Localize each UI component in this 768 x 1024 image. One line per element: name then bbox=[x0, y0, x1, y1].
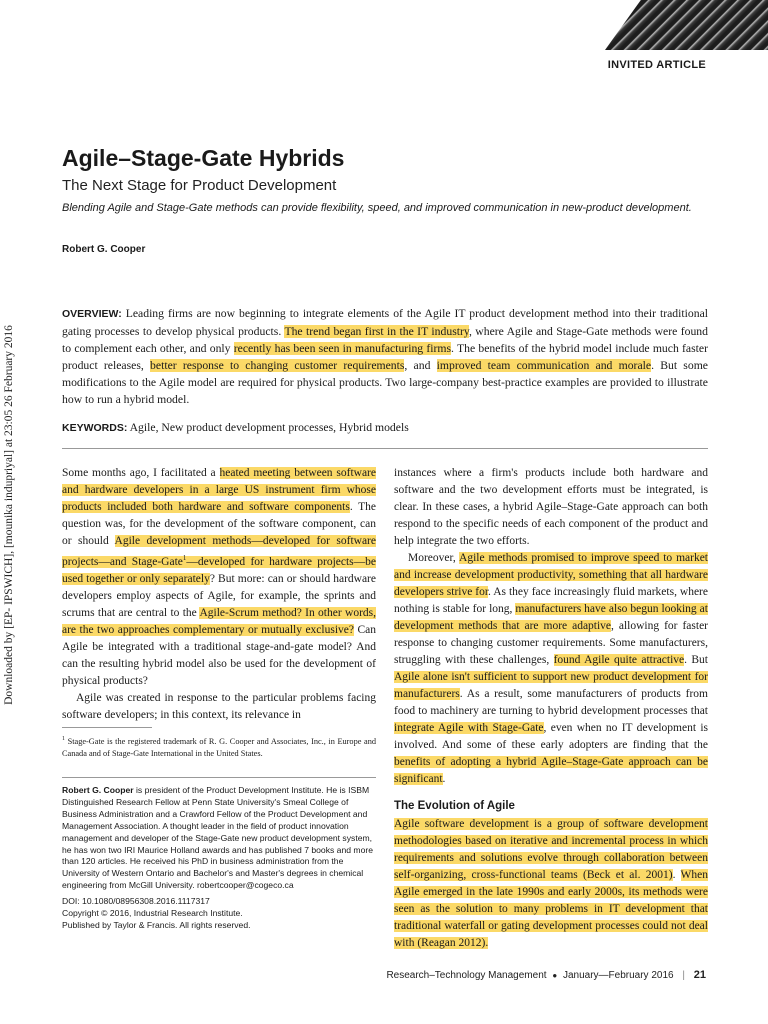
text-run: . bbox=[442, 773, 446, 785]
highlight: manufacturers have also begun looking at development methods that are more adaptive bbox=[394, 603, 708, 632]
text-run: —developed for hardware projects—be used together or only separately bbox=[62, 555, 376, 585]
overview-label: OVERVIEW: bbox=[62, 308, 122, 320]
overview-highlight: improved team communication and morale bbox=[436, 359, 652, 372]
text-run: Agile development methods—developed for software projects—and Stage-Gate bbox=[62, 535, 376, 568]
overview-highlight: better response to changing customer requirements bbox=[150, 359, 405, 372]
text-run: Some months ago, I facilitated a bbox=[62, 467, 220, 479]
paragraph bbox=[394, 816, 708, 952]
bio-paragraph bbox=[62, 785, 376, 892]
bio-text: is president of the Product Development Institute. He is ISBM Distinguished Research Fellow at Penn State University's Smeal College of Business Administration and a Crawford Fellow of the Product Development and Management Association. A thought leader in the field of product innovation management and developer of the Stage-Gate new product development system, he has won two IRI Maurice Holland awards and has published 7 books and more than 120 articles. He received his PhD in business administration from the University of Western Ontario and Bachelor's and Master's degrees in chemical engineering from McGill University. robertcooper@cogeco.ca bbox=[62, 785, 373, 891]
text-run: . As they face increasingly fluid markets, where nothing is stable for long, bbox=[394, 586, 708, 615]
page-number: 21 bbox=[693, 969, 706, 981]
section-heading: The Evolution of Agile bbox=[394, 800, 515, 812]
highlight: integrate Agile with Stage-Gate bbox=[394, 722, 544, 734]
keywords bbox=[62, 421, 708, 434]
overview bbox=[62, 305, 708, 408]
footer-separator: | bbox=[682, 970, 685, 981]
highlight: heated meeting between software and hardware developers in a large US instrument firm whose products included both hardware and software components bbox=[62, 467, 376, 513]
copyright: Copyright © 2016, Industrial Research Institute. bbox=[62, 908, 243, 919]
corner-graphic bbox=[605, 0, 768, 50]
text-run: , allowing for faster response to changing customer requirements. Some manufacturers, struggling with these challenges, bbox=[394, 620, 708, 666]
bullet-glyph: ● bbox=[552, 971, 558, 980]
paragraph bbox=[394, 550, 708, 788]
paragraph: instances where a firm's products include both hardware and software and the two development efforts must be integrated, is clear. In these cases, a hybrid Agile–Stage-Gate approach can both respond to the specific needs of each component of the product and help integrate the two efforts. bbox=[394, 467, 708, 547]
left-column bbox=[62, 465, 376, 724]
article-subtitle: The Next Stage for Product Development bbox=[62, 177, 337, 194]
footnote-marker: 1 bbox=[62, 736, 65, 742]
publisher: Published by Taylor & Francis. All rights reserved. bbox=[62, 919, 251, 930]
paragraph: Agile was created in response to the particular problems facing software developers; in this context, its relevance in bbox=[62, 691, 376, 721]
highlight: benefits of adopting a hybrid Agile–Stage-Gate approach can be significant bbox=[394, 756, 708, 785]
highlight: Agile software development is a group of software development methodologies based on iterative and incremental process in which requirements and solutions evolve through collaboration between self-organizing, cross-functional teams (Beck et al. 2001) bbox=[394, 818, 708, 881]
doi: DOI: 10.1080/08956308.2016.1117317 bbox=[62, 896, 210, 907]
bio-rule bbox=[62, 777, 376, 778]
keywords-text: Agile, New product development processes, Hybrid models bbox=[127, 421, 409, 434]
overview-text: , where Agile and Stage-Gate methods were found to complement each other, and only bbox=[62, 325, 708, 355]
section-divider bbox=[62, 448, 708, 449]
text-run: . bbox=[672, 869, 681, 881]
overview-highlight: recently has been seen in manufacturing firms bbox=[233, 342, 452, 355]
text-run: Moreover, bbox=[408, 552, 460, 564]
highlight: Agile-Scrum method? In other words, are the two approaches complementary or mutually exclusive? bbox=[62, 606, 376, 636]
download-note: Downloaded by [EP- IPSWICH], [mounika indupriyal] at 23:05 26 February 2016 bbox=[3, 325, 15, 705]
highlight: Agile methods promised to improve speed to market and increase development productivity, something that all hardware developers strive for bbox=[394, 552, 708, 598]
author-name: Robert G. Cooper bbox=[62, 244, 146, 255]
bio-name: Robert G. Cooper bbox=[62, 785, 134, 795]
keywords-label: KEYWORDS: bbox=[62, 422, 128, 434]
footnote-ref: 1 bbox=[182, 554, 187, 562]
footnote bbox=[62, 733, 376, 761]
footnote-text: Stage-Gate is the registered trademark of R. G. Cooper and Associates, Inc., in Europe and Canada and of Stage-Gate International in the United States. bbox=[62, 736, 376, 759]
overview-text: . The benefits of the hybrid model include much faster product releases, bbox=[62, 342, 708, 372]
download-sidebar bbox=[2, 300, 16, 730]
article-lead: Blending Agile and Stage-Gate methods can provide flexibility, speed, and improved communication in new-product development. bbox=[62, 202, 692, 214]
text-run: Can Agile be integrated with a traditional stage-and-gate model? And can the resulting hybrid model also be used for the development of physical products? bbox=[62, 623, 376, 687]
overview-highlight: The trend began first in the IT industry bbox=[284, 325, 469, 338]
section-label: INVITED ARTICLE bbox=[607, 59, 706, 71]
text-run: . The question was, for the development of the software component, can or should bbox=[62, 501, 376, 547]
author-bio bbox=[62, 785, 376, 932]
text-run: ? But more: can or should hardware developers employ aspects of Agile, for example, the sprints and scrums that are central to the bbox=[62, 572, 376, 619]
highlight: Agile alone isn't sufficient to support new product development for manufacturers bbox=[394, 671, 708, 700]
journal-name: Research–Technology Management bbox=[386, 970, 547, 981]
paragraph bbox=[62, 465, 376, 690]
highlight: When Agile emerged in the late 1990s and early 2000s, its methods were seen as the solution to many problems in IT development that traditional waterfall or gating development processes could not deal with (Reagan 2012). bbox=[394, 869, 709, 949]
right-column bbox=[394, 465, 708, 952]
footnote-rule bbox=[62, 727, 152, 728]
overview-text: Leading firms are now beginning to integrate elements of the Agile IT product development method into their traditional gating processes to develop physical products. bbox=[62, 307, 708, 338]
text-run: . As a result, some manufacturers of products from food to machinery are turning to hybrid development processes that bbox=[394, 688, 708, 717]
issue-date: January—February 2016 bbox=[562, 970, 674, 981]
article-title: Agile–Stage-Gate Hybrids bbox=[62, 145, 345, 171]
page-footer bbox=[386, 969, 706, 981]
highlight: found Agile quite attractive bbox=[553, 654, 685, 666]
overview-text: , and bbox=[404, 359, 437, 372]
text-run: , even when no IT development is involved. And some of these early adopters are finding that the bbox=[394, 722, 708, 751]
overview-text: . But some modifications to the Agile model are required for physical products. Two large-company best-practice examples are provided to illustrate how to run a hybrid model. bbox=[62, 359, 708, 406]
text-run: . But bbox=[684, 654, 709, 666]
